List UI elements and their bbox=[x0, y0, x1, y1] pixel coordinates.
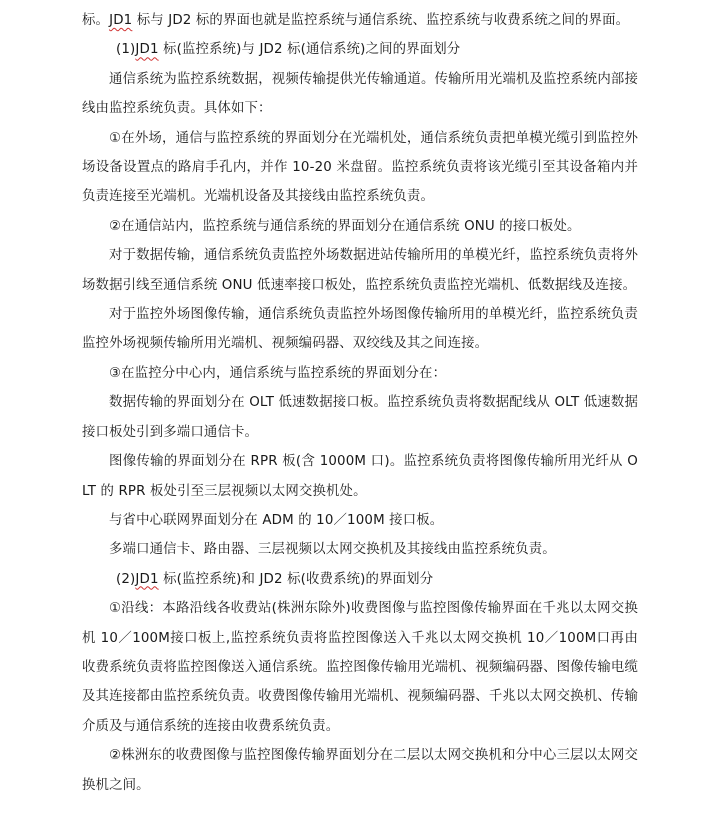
text-run: (1) bbox=[116, 42, 136, 58]
text-run: ②株洲东的收费图像与监控图像传输界面划分在二层以太网交换机和分中心三层以太网交换机之间。 bbox=[82, 748, 638, 793]
text-run: 与省中心联网界面划分在 ADM 的 10／100M 接口板。 bbox=[109, 512, 444, 528]
spellcheck-flagged-word: JD1 bbox=[135, 42, 159, 58]
section-heading bbox=[82, 565, 638, 594]
text-run: ②在通信站内，监控系统与通信系统的界面划分在通信系统 ONU 的接口板处。 bbox=[109, 218, 581, 234]
spellcheck-flagged-word: JD1 bbox=[109, 13, 133, 28]
paragraph bbox=[82, 741, 638, 800]
paragraph bbox=[82, 388, 638, 447]
text-run: 对于数据传输，通信系统负责监控外场数据进站传输所用的单模光纤，监控系统负责将外场数据引线至通信系统 ONU 低速率接口板处，监控系统负责监控光端机、低数据线及连接。 bbox=[82, 248, 638, 293]
text-run: (2) bbox=[116, 571, 136, 587]
text-run: 标与 JD2 标的界面也就是监控系统与通信系统、监控系统与收费系统之间的界面。 bbox=[132, 13, 630, 28]
paragraph bbox=[82, 212, 638, 241]
text-run: 对于监控外场图像传输，通信系统负责监控外场图像传输所用的单模光纤，监控系统负责监控外场视频传输所用光端机、视频编码器、双绞线及其之间连接。 bbox=[82, 307, 638, 352]
section-heading bbox=[82, 35, 638, 64]
text-run: ①沿线：本路沿线各收费站(株洲东除外)收费图像与监控图像传输界面在千兆以太网交换机 10／100M接口板上,监控系统负责将监控图像送入千兆以太网交换机 10／100M口再由收费系统负责将监控图像送入通信系统。监控图像传输用光端机、视频编码器、图像传输电缆及其连接都由监控系统负责。收费图像传输用光端机、视频编码器、千兆以太网交换机、传输介质及与通信系统的连接由收费系统负责。 bbox=[82, 601, 638, 734]
paragraph bbox=[82, 535, 638, 564]
paragraph bbox=[82, 506, 638, 535]
paragraph bbox=[82, 447, 638, 506]
paragraph bbox=[82, 594, 638, 741]
text-run: 标(监控系统)与 JD2 标(通信系统)之间的界面划分 bbox=[158, 42, 461, 58]
text-run: 数据传输的界面划分在 OLT 低速数据接口板。监控系统负责将数据配线从 OLT 低速数据接口板处引到多端口通信卡。 bbox=[82, 395, 638, 440]
paragraph bbox=[82, 6, 638, 35]
text-run: 通信系统为监控系统数据，视频传输提供光传输通道。传输所用光端机及监控系统内部接线由监控系统负责。具体如下： bbox=[82, 71, 638, 117]
document-body bbox=[82, 6, 638, 800]
paragraph bbox=[82, 359, 638, 388]
paragraph bbox=[82, 124, 638, 212]
paragraph bbox=[82, 300, 638, 359]
text-run: 标。 bbox=[82, 13, 110, 28]
spellcheck-flagged-word: JD1 bbox=[135, 571, 159, 587]
text-run: ①在外场，通信与监控系统的界面划分在光端机处，通信系统负责把单模光缆引到监控外场设备设置点的路肩手孔内，并作 10-20 米盘留。监控系统负责将该光缆引至其设备箱内并负责连接至光端机。光端机设备及其接线由监控系统负责。 bbox=[82, 130, 638, 205]
text-run: 标(监控系统)和 JD2 标(收费系统)的界面划分 bbox=[158, 571, 434, 587]
text-run: ③在监控分中心内，通信系统与监控系统的界面划分在： bbox=[109, 365, 447, 381]
paragraph bbox=[82, 65, 638, 124]
text-run: 多端口通信卡、路由器、三层视频以太网交换机及其接线由监控系统负责。 bbox=[109, 542, 556, 558]
text-run: 图像传输的界面划分在 RPR 板(含 1000M 口)。监控系统负责将图像传输所用光纤从 OLT 的 RPR 板处引至三层视频以太网交换机处。 bbox=[82, 454, 638, 499]
paragraph bbox=[82, 241, 638, 300]
